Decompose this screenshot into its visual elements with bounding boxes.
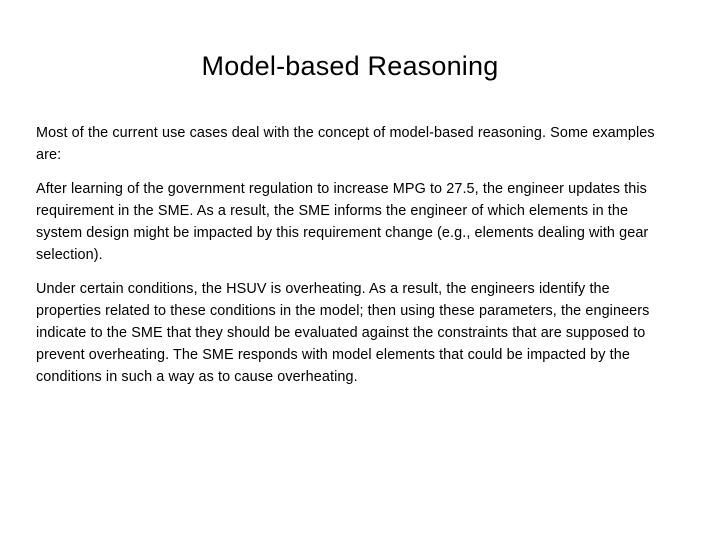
slide-body — [36, 122, 676, 400]
slide-title: Model-based Reasoning — [201, 51, 499, 81]
example-paragraph-mpg: After learning of the government regulation to increase MPG to 27.5, the engineer updates this requirement in the SME. As a result, the SME informs the engineer of which elements in the system design might be impacted by this requirement change (e.g., elements dealing with gear selection). — [36, 181, 649, 263]
example-paragraph-overheating: Under certain conditions, the HSUV is overheating. As a result, the engineers identify the properties related to these conditions in the model; then using these parameters, the engineers indicate to the SME that they should be evaluated against the constraints that are supposed to prevent overheating. The SME responds with model elements that could be impacted by the conditions in such a way as to cause overheating. — [36, 281, 650, 385]
intro-paragraph: Most of the current use cases deal with the concept of model-based reasoning. Some examples are: — [36, 125, 655, 163]
